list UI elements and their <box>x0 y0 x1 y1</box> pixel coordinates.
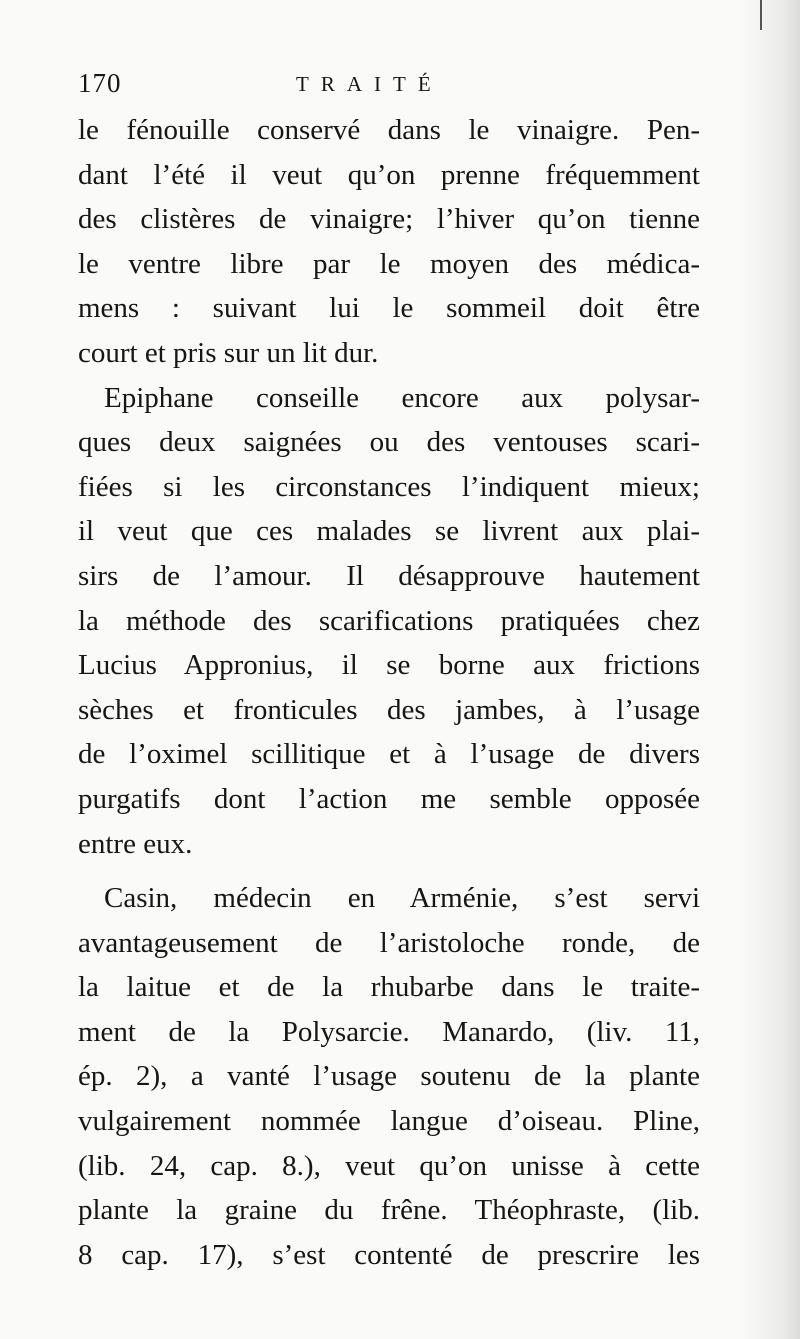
text-line: (lib. 24, cap. 8.), veut qu’on unisse à cette <box>78 1149 700 1182</box>
text-line: Epiphane conseille encore aux polysar- <box>104 381 700 414</box>
text-line: la méthode des scarifications pratiquées chez <box>78 604 700 637</box>
text-line: le fénouille conservé dans le vinaigre. Pen- <box>78 114 700 146</box>
paragraph-1 <box>78 108 700 376</box>
text-line: il veut que ces malades se livrent aux plai- <box>78 515 700 548</box>
text-line: court et pris sur un lit dur. <box>78 336 379 369</box>
text-line: vulgairement nommée langue d’oiseau. Pline, <box>78 1105 700 1138</box>
text-line: entre eux. <box>78 827 193 860</box>
page-edge-shadow <box>740 0 800 1339</box>
text-line: purgatifs dont l’action me semble opposée <box>78 782 700 815</box>
paragraph-spacer <box>78 866 700 876</box>
binding-mark <box>760 0 762 30</box>
text-line: ép. 2), a vanté l’usage soutenu de la plante <box>78 1060 700 1093</box>
text-line: plante la graine du frêne. Théophraste, (lib. <box>78 1194 700 1227</box>
text-line: Casin, médecin en Arménie, s’est servi <box>104 882 700 915</box>
running-head <box>78 62 698 102</box>
paragraph-2 <box>78 376 700 867</box>
text-line: fiées si les circonstances l’indiquent mieux; <box>78 470 700 503</box>
page-number: 170 <box>78 68 122 98</box>
body-text <box>78 108 700 1277</box>
text-line: ques deux saignées ou des ventouses scari- <box>78 426 700 459</box>
text-line: 8 cap. 17), s’est contenté de prescrire les <box>78 1238 700 1271</box>
text-line: des clistères de vinaigre; l’hiver qu’on tienne <box>78 203 700 236</box>
text-line: sirs de l’amour. Il désapprouve hautement <box>78 559 700 592</box>
text-line: de l’oximel scillitique et à l’usage de divers <box>78 738 700 771</box>
text-line: le ventre libre par le moyen des médica- <box>78 247 700 280</box>
text-line: la laitue et de la rhubarbe dans le traite- <box>78 971 700 1004</box>
paragraph-3 <box>78 876 700 1277</box>
text-line: dant l’été il veut qu’on prenne fréquemment <box>78 158 700 191</box>
text-line: sèches et fronticules des jambes, à l’usage <box>78 693 700 726</box>
text-line: mens : suivant lui le sommeil doit être <box>78 292 700 325</box>
text-line: Lucius Appronius, il se borne aux frictions <box>78 649 700 682</box>
text-line: ment de la Polysarcie. Manardo, (liv. 11, <box>78 1015 700 1048</box>
text-line: avantageusement de l’aristoloche ronde, de <box>78 926 700 959</box>
running-title: TRAITÉ <box>296 72 443 96</box>
